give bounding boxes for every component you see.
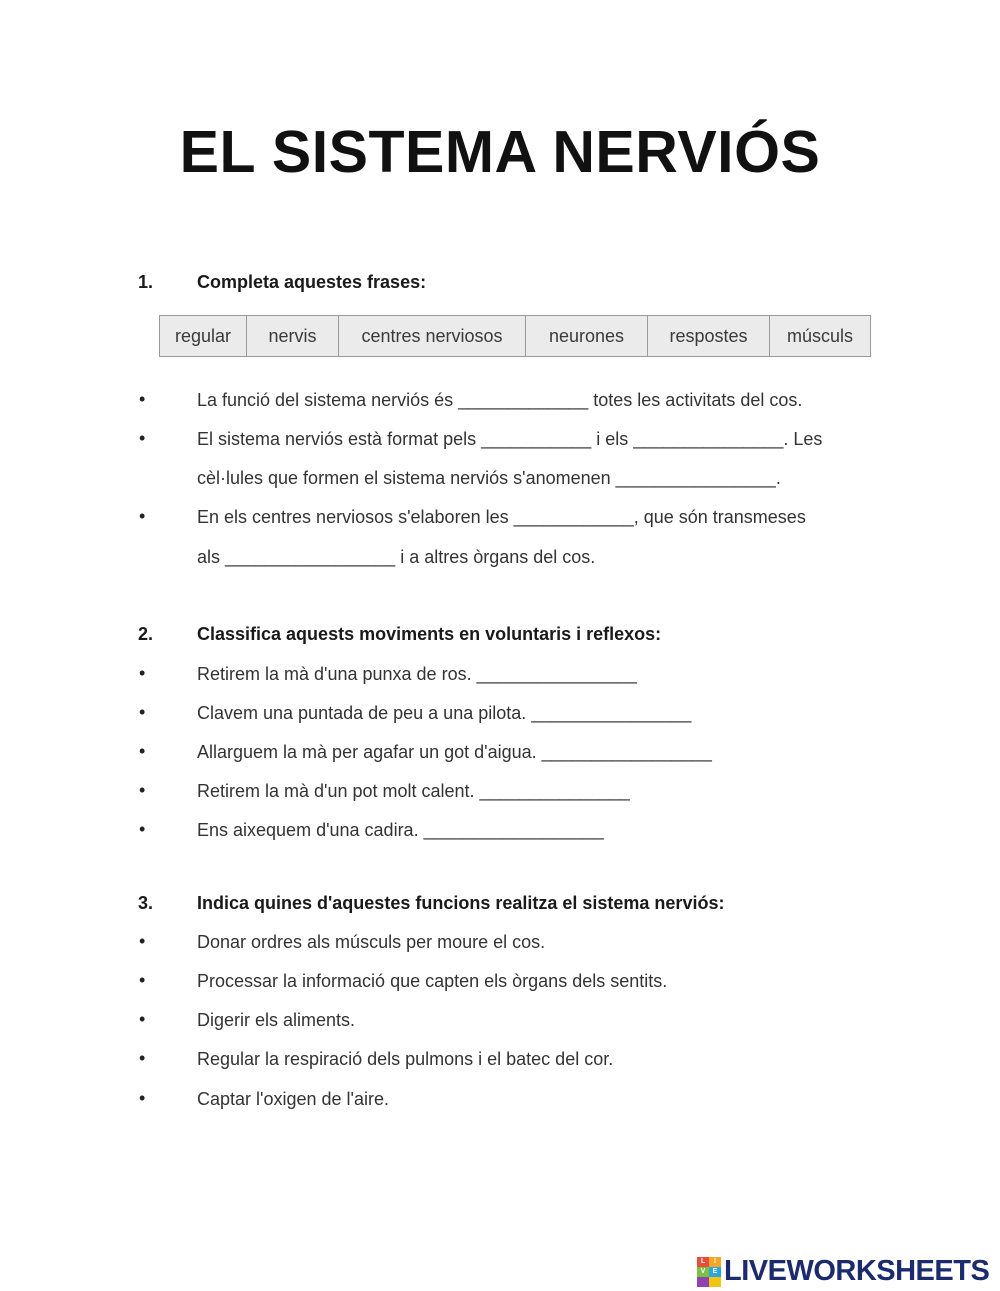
- question-text: Completa aquestes frases:: [197, 272, 427, 292]
- bullet: •: [139, 389, 146, 409]
- question-number: 1.: [138, 272, 154, 292]
- page-title: EL SISTEMA NERVIÓS: [179, 119, 821, 185]
- list-item: Ens aixequem d'una cadira. __________________: [197, 820, 604, 840]
- word-bank-item: centres nerviosos: [339, 316, 526, 356]
- list-item: Clavem una puntada de peu a una pilota. ________________: [197, 703, 692, 723]
- logo-cube: I: [709, 1257, 721, 1267]
- question-number: 3.: [138, 893, 154, 913]
- question-2-heading: [138, 624, 661, 645]
- bullet: •: [139, 428, 146, 448]
- list-item: Captar l'oxigen de l'aire.: [197, 1089, 389, 1109]
- bullet: •: [139, 819, 146, 839]
- list-item: Regular la respiració dels pulmons i el batec del cor.: [197, 1049, 614, 1069]
- list-item: Donar ordres als músculs per moure el cos.: [197, 932, 546, 952]
- list-item: Allarguem la mà per agafar un got d'aigua. _________________: [197, 742, 712, 762]
- question-text: Classifica aquests moviments en voluntaris i reflexos:: [197, 624, 662, 644]
- bullet: •: [139, 970, 146, 990]
- word-bank-item: neurones: [526, 316, 648, 356]
- logo-cube: L: [697, 1257, 709, 1267]
- sentence-line: als _________________ i a altres òrgans del cos.: [197, 547, 596, 567]
- logo-cube: [697, 1277, 709, 1287]
- logo-text: LIVEWORKSHEETS: [724, 1255, 990, 1287]
- word-bank-item: músculs: [786, 326, 853, 346]
- question-1-heading: [138, 272, 426, 293]
- sentence-line: La funció del sistema nerviós és _____________ totes les activitats del cos.: [197, 390, 803, 410]
- question-text: Indica quines d'aquestes funcions realitza el sistema nerviós:: [197, 893, 725, 913]
- list-item: Retirem la mà d'un pot molt calent. _______________: [197, 781, 630, 801]
- bullet: •: [139, 741, 146, 761]
- bullet: •: [139, 931, 146, 951]
- sentence-line: cèl·lules que formen el sistema nerviós s'anomenen ________________.: [197, 468, 781, 488]
- bullet: •: [139, 780, 146, 800]
- bullet: •: [139, 663, 146, 683]
- logo-cube: V: [697, 1267, 709, 1277]
- word-bank: [159, 315, 871, 357]
- bullet: •: [139, 1088, 146, 1108]
- list-item: Processar la informació que capten els òrgans dels sentits.: [197, 971, 668, 991]
- question-3-heading: [138, 893, 724, 914]
- logo-cube: E: [709, 1267, 721, 1277]
- word-bank-item: nervis: [247, 316, 339, 356]
- question-number: 2.: [138, 624, 154, 644]
- list-item: Digerir els aliments.: [197, 1010, 356, 1030]
- bullet: •: [139, 1048, 146, 1068]
- logo-cube: [709, 1277, 721, 1287]
- word-bank-item: respostes: [648, 316, 770, 356]
- sentence-line: El sistema nerviós està format pels ___________ i els _______________. Les: [197, 429, 823, 449]
- bullet: •: [139, 702, 146, 722]
- sentence-line: En els centres nerviosos s'elaboren les ____________, que són transmeses: [197, 507, 806, 527]
- logo-cubes-icon: [697, 1257, 721, 1287]
- bullet: •: [139, 506, 146, 526]
- liveworksheets-logo[interactable]: [697, 1255, 989, 1288]
- bullet: •: [139, 1009, 146, 1029]
- list-item: Retirem la mà d'una punxa de ros. ________________: [197, 664, 637, 684]
- word-bank-item: regular: [160, 316, 247, 356]
